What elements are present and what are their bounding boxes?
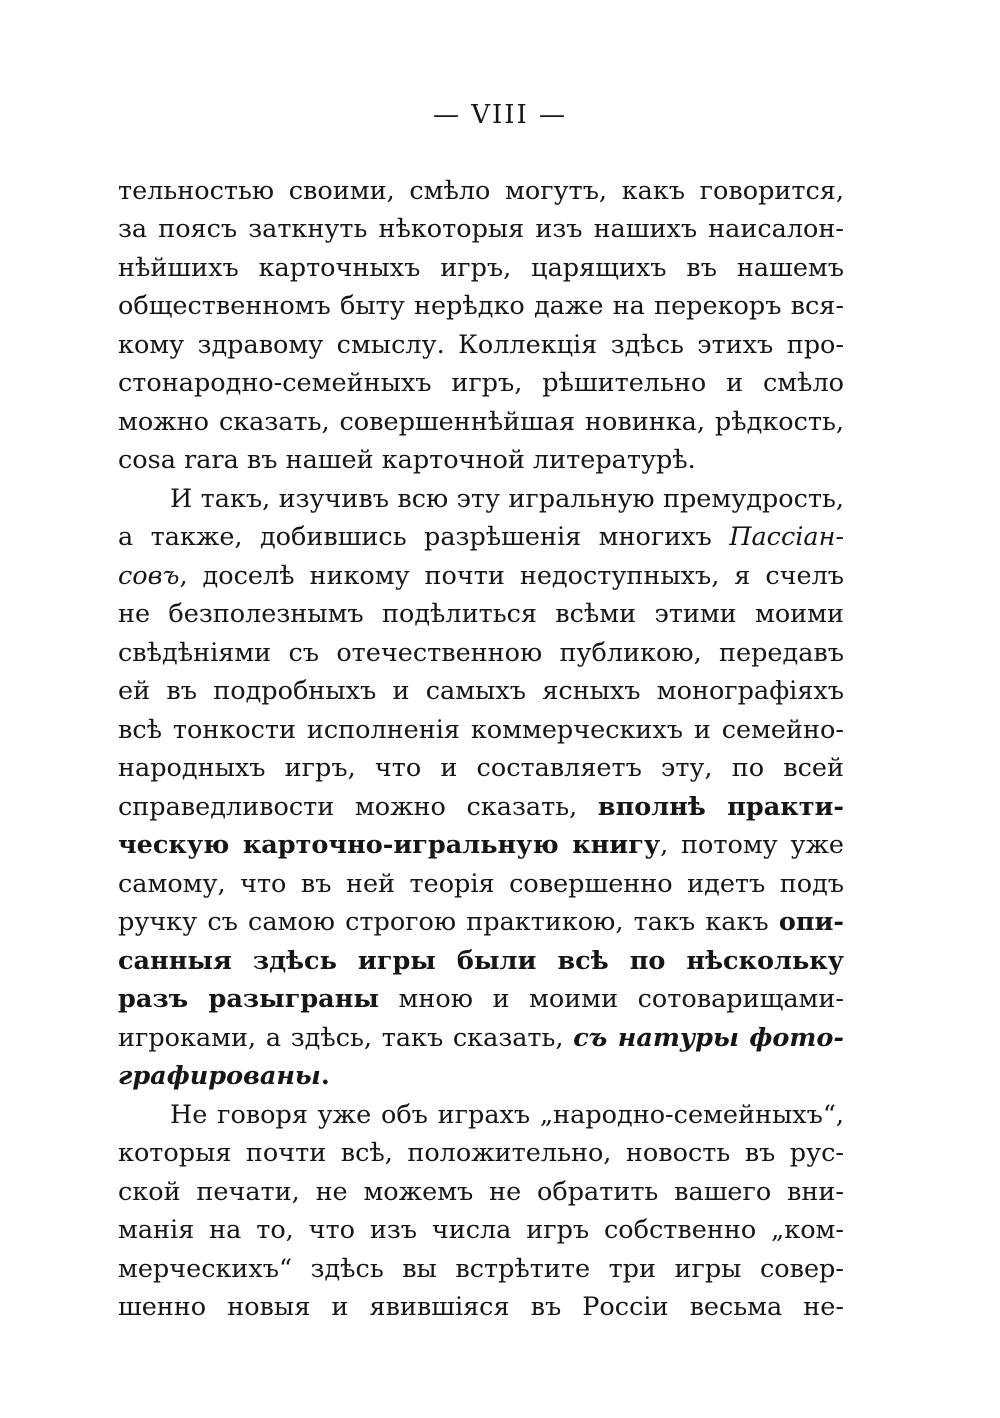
text-run: а также, добившись разрѣшенія многихъ [118,522,730,552]
text-line: мерческихъ“ здѣсь вы встрѣтите три игры совер- [118,1254,844,1284]
text-line [118,518,844,556]
text-run: , потому уже [660,830,844,860]
text-line: шенно новыя и явившіяся въ Россіи весьма не- [118,1292,844,1322]
bold-run: опи- [778,907,844,937]
text-line: тельностью своими, смѣло могутъ, какъ говорится, [118,176,844,206]
text-line: Не говоря уже объ играхъ „народно-семейныхъ“, [170,1100,844,1130]
text-line: санныя здѣсь игры были всѣ по нѣскольку [118,946,844,976]
bold-run: разъ разыграны [118,984,379,1014]
bold-run: ческую карточно-игральную книгу [118,830,661,860]
text-run: . [320,1061,330,1091]
text-line [118,826,844,864]
bold-italic-run: съ натуры фото- [573,1023,844,1053]
text-line: общественномъ быту нерѣдко даже на перекоръ вся- [118,291,844,321]
text-line: И такъ, изучивъ всю эту игральную премудрость, [170,484,844,514]
italic-run: Пассіан- [729,522,844,552]
text-line: cosa rara въ нашей карточной литературѣ. [118,445,696,475]
italic-run: совъ [118,561,180,591]
bold-run: вполнѣ практи- [597,792,844,822]
text-line [118,1019,844,1057]
text-line: можно сказать, совершеннѣйшая новинка, рѣдкость, [118,407,844,437]
text-line [118,788,844,826]
text-line [118,903,844,941]
text-line: кому здравому смыслу. Коллекція здѣсь этихъ про- [118,330,844,360]
bold-italic-run: графированы [118,1061,321,1091]
text-run: мною и моими сотоварищами- [378,984,844,1014]
text-run: ручку съ самою строгою практикою, такъ какъ [118,907,779,937]
text-line [118,557,844,595]
text-run: справедливости можно сказать, [118,792,598,822]
page-number: — VIII — [432,100,568,130]
text-line: нѣйшихъ карточныхъ игръ, царящихъ въ нашемъ [118,253,844,283]
text-line [118,1057,844,1095]
text-line: которыя почти всѣ, положительно, новость въ рус- [118,1138,844,1168]
text-line: за поясъ заткнуть нѣкоторыя изъ нашихъ наисалон- [118,214,844,244]
text-line: всѣ тонкости исполненія коммерческихъ и семейно- [118,715,844,745]
text-line: ской печати, не можемъ не обратить вашего вни- [118,1177,844,1207]
text-line [118,980,844,1018]
text-line: манія на то, что изъ числа игръ собственно „ком- [118,1215,844,1245]
text-line: самому, что въ ней теорія совершенно идетъ подъ [118,869,844,899]
text-line: народныхъ игръ, что и составляетъ эту, по всей [118,753,844,783]
text-line: стонародно-семейныхъ игръ, рѣшительно и смѣло [118,368,844,398]
text-run: игроками, а здѣсь, такъ сказать, [118,1023,574,1053]
text-run: , доселѣ никому почти недоступныхъ, я счелъ [179,561,844,591]
text-line: ей въ подробныхъ и самыхъ ясныхъ монографіяхъ [118,676,844,706]
text-line: свѣдѣніями съ отечественною публикою, передавъ [118,638,844,668]
text-line: не безполезнымъ подѣлиться всѣми этими моими [118,599,844,629]
